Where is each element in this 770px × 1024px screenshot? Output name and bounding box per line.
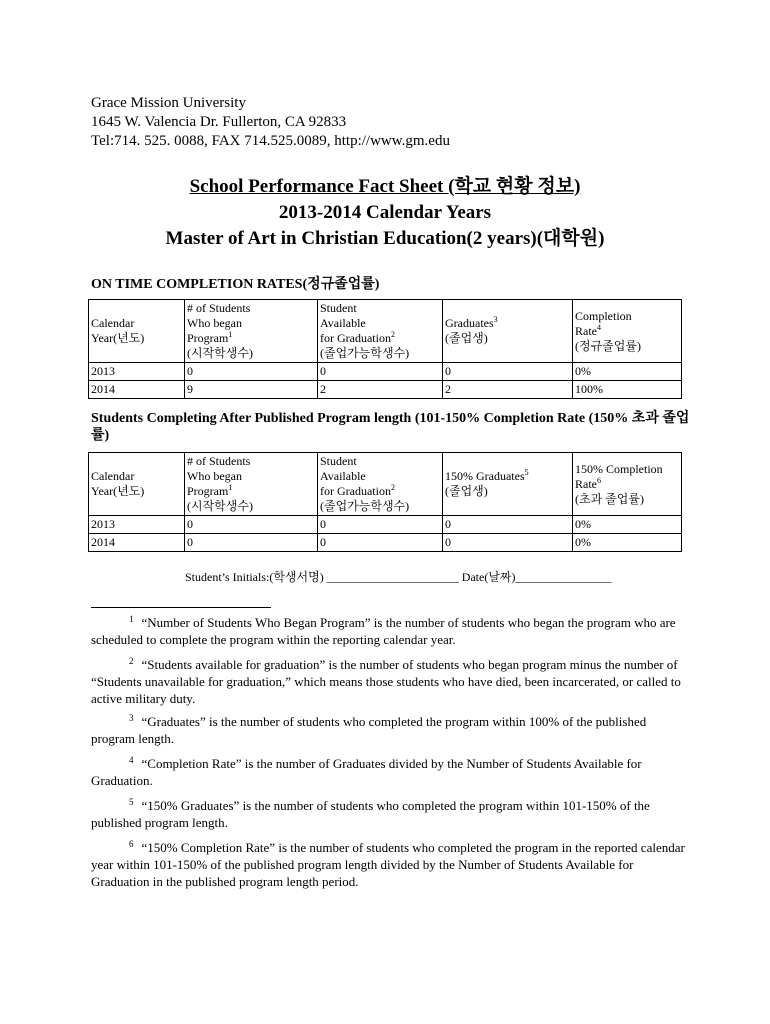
footnote-text: “150% Graduates” is the number of students who completed the program within 101-150% of the published program length. bbox=[91, 798, 650, 830]
footnote-number: 3 bbox=[129, 712, 134, 723]
footnote-text: “Students available for graduation” is the number of students who began program minus the number of “Students unavailable for graduation,” which means those students who have died, been incarcerated, or called to active military duty. bbox=[91, 657, 681, 706]
header-students-began: # of Students Who began Program$^1$ (시작학생수) bbox=[185, 300, 318, 363]
cell-graduates: 0 bbox=[443, 363, 573, 381]
footnote bbox=[91, 614, 691, 648]
table-header-row bbox=[89, 300, 682, 363]
cell-rate: 0% bbox=[573, 516, 682, 534]
cell-rate: 0% bbox=[573, 534, 682, 552]
cell-available: 2 bbox=[318, 381, 443, 399]
on-time-completion-table bbox=[88, 299, 682, 399]
cell-began: 0 bbox=[185, 363, 318, 381]
cell-year: 2014 bbox=[89, 534, 185, 552]
footnote-number: 1 bbox=[129, 613, 134, 624]
footnote-number: 4 bbox=[129, 754, 134, 765]
cell-began: 0 bbox=[185, 516, 318, 534]
header-150-completion-rate: 150% Completion Rate$^6$ (초과 졸업률) bbox=[573, 453, 682, 516]
header-graduates: Graduates$^3$ (졸업생) bbox=[443, 300, 573, 363]
footnote bbox=[91, 797, 691, 831]
footnote-text: “Graduates” is the number of students who completed the program within 100% of the published program length. bbox=[91, 714, 647, 746]
table-header-row bbox=[89, 453, 682, 516]
cell-year: 2014 bbox=[89, 381, 185, 399]
cell-graduates: 0 bbox=[443, 534, 573, 552]
footnote-text: “Number of Students Who Began Program” is the number of students who began the program who are scheduled to complete the program within the reporting calendar year. bbox=[91, 615, 676, 647]
institution-contact: Tel:714. 525. 0088, FAX 714.525.0089, http://www.gm.edu bbox=[91, 133, 450, 149]
header-calendar-year: Calendar Year(년도) bbox=[89, 300, 185, 363]
cell-available: 0 bbox=[318, 516, 443, 534]
institution-header bbox=[91, 94, 450, 151]
header-students-available: Student Available for Graduation$^2$ (졸업가능학생수) bbox=[318, 300, 443, 363]
cell-year: 2013 bbox=[89, 516, 185, 534]
cell-rate: 100% bbox=[573, 381, 682, 399]
footnote bbox=[91, 755, 691, 789]
section-heading-150-percent: Students Completing After Published Program length (101-150% Completion Rate (150% 초과 졸업률) bbox=[91, 411, 690, 443]
cell-available: 0 bbox=[318, 534, 443, 552]
footnote-number: 6 bbox=[129, 838, 134, 849]
page-subtitle-years: 2013-2014 Calendar Years bbox=[278, 202, 492, 223]
cell-rate: 0% bbox=[573, 363, 682, 381]
section-heading-on-time: ON TIME COMPLETION RATES(정규졸업률) bbox=[91, 277, 380, 292]
footnote-text: “150% Completion Rate” is the number of students who completed the program in the reported calendar year within 101-150% of the published program length divided by the Number of Students Available for Graduation in the published program length period. bbox=[91, 840, 685, 889]
page-subtitle-program: Master of Art in Christian Education(2 years)(대학원) bbox=[165, 228, 605, 249]
cell-graduates: 2 bbox=[443, 381, 573, 399]
table-row bbox=[89, 516, 682, 534]
table-row bbox=[89, 534, 682, 552]
footnote-number: 2 bbox=[129, 655, 134, 666]
footnote-text: “Completion Rate” is the number of Graduates divided by the Number of Students Available for Graduation. bbox=[91, 756, 642, 788]
cell-began: 9 bbox=[185, 381, 318, 399]
student-initials-date-line: Student’s Initials:(학생서명) ______________________ Date(날짜)________________ bbox=[185, 570, 612, 584]
header-completion-rate: Completion Rate$^4$ (정규졸업률) bbox=[573, 300, 682, 363]
table-row bbox=[89, 381, 682, 399]
header-150-graduates: 150% Graduates$^5$ (졸업생) bbox=[443, 453, 573, 516]
table-row bbox=[89, 363, 682, 381]
header-students-began: # of Students Who began Program$^1$ (시작학생수) bbox=[185, 453, 318, 516]
extended-completion-table bbox=[88, 452, 682, 552]
header-calendar-year: Calendar Year(년도) bbox=[89, 453, 185, 516]
cell-began: 0 bbox=[185, 534, 318, 552]
institution-address: 1645 W. Valencia Dr. Fullerton, CA 92833 bbox=[91, 114, 347, 130]
header-students-available: Student Available for Graduation$^2$ (졸업가능학생수) bbox=[318, 453, 443, 516]
footnote bbox=[91, 713, 691, 747]
cell-graduates: 0 bbox=[443, 516, 573, 534]
cell-year: 2013 bbox=[89, 363, 185, 381]
footnote bbox=[91, 656, 691, 707]
institution-name: Grace Mission University bbox=[91, 95, 246, 111]
cell-available: 0 bbox=[318, 363, 443, 381]
footnote bbox=[91, 839, 691, 890]
page-title: School Performance Fact Sheet (학교 현황 정보) bbox=[189, 176, 581, 197]
footnote-divider bbox=[91, 607, 271, 608]
footnote-number: 5 bbox=[129, 796, 134, 807]
